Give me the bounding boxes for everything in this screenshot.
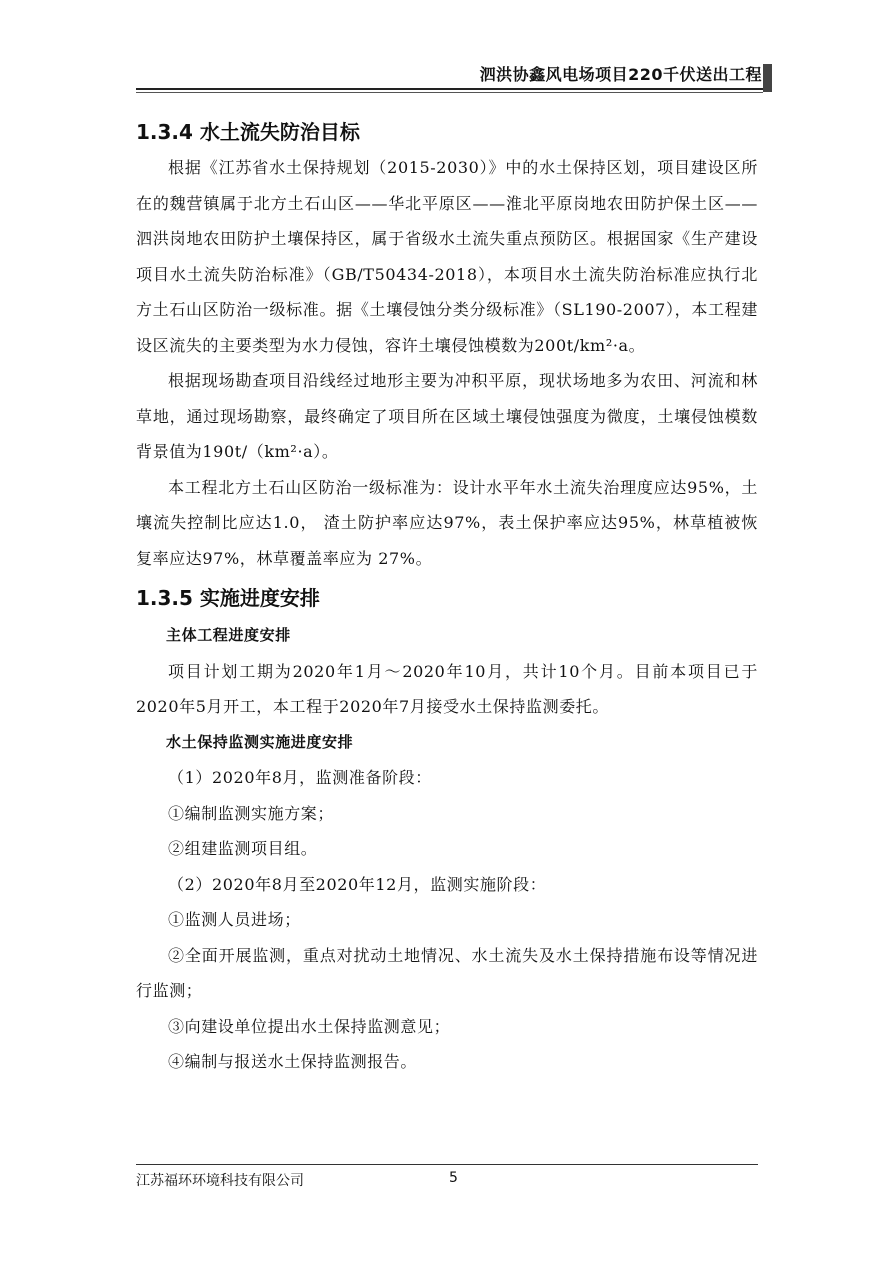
list-item: ②组建监测项目组。 [168, 839, 318, 858]
list-item: ①编制监测实施方案； [168, 803, 335, 823]
list-item: （2）2020年8月至2020年12月，监测实施阶段： [168, 874, 547, 894]
list-item: （1）2020年8月，监测准备阶段： [168, 768, 432, 787]
list-item: ③向建设单位提出水土保持监测意见； [168, 1016, 451, 1036]
page-number: 5 [449, 1170, 458, 1186]
paragraph: 根据现场勘查项目沿线经过地形主要为冲积平原，现状场地多为农田、河流和林草地，通过现场勘察，最终确定了项目所在区域土壤侵蚀强度为微度，土壤侵蚀模数背景值为190t/（km²·a）。 [136, 371, 758, 461]
subheading-main-project-schedule: 主体工程进度安排 [166, 626, 291, 644]
list-item: ②全面开展监测，重点对扰动土地情况、水土流失及水土保持措施布设等情况进行监测； [136, 945, 758, 1000]
footer-company-name: 江苏福环环境科技有限公司 [136, 1173, 304, 1189]
paragraph: 本工程北方土石山区防治一级标准为：设计水平年水土流失治理度应达95%，土壤流失控制比应达1.0， 渣土防护率应达97%，表土保护率应达95%，林草植被恢复率应达97%，林草覆盖率应为 27%。 [136, 477, 758, 568]
paragraph: 项目计划工期为2020年1月～2020年10月，共计10个月。目前本项目已于2020年5月开工，本工程于2020年7月接受水土保持监测委托。 [136, 661, 758, 716]
header-decorative-block [763, 64, 772, 92]
section-heading-1-3-4: 1.3.4 水土流失防治目标 [136, 120, 360, 144]
list-item: ①监测人员进场； [168, 910, 301, 929]
section-heading-1-3-5: 1.3.5 实施进度安排 [136, 586, 320, 610]
page-body [136, 116, 758, 1080]
running-header-title: 泗洪协鑫风电场项目220千伏送出工程 [479, 65, 762, 84]
header-rule-thin [136, 92, 763, 93]
list-item: ④编制与报送水土保持监测报告。 [168, 1052, 418, 1071]
subheading-monitoring-schedule: 水土保持监测实施进度安排 [166, 732, 354, 751]
header-rule [136, 88, 763, 90]
paragraph: 根据《江苏省水土保持规划（2015-2030）》中的水土保持区划，项目建设区所在的魏营镇属于北方土石山区——华北平原区——淮北平原岗地农田防护保土区——泗洪岗地农田防护土壤保持区，属于省级水土流失重点预防区。根据国家《生产建设项目水土流失防治标准》（GB/T50434-2018），本项目水土流失防治标准应执行北方土石山区防治一级标准。据《土壤侵蚀分类分级标准》（SL190-2007），本工程建设区流失的主要类型为水力侵蚀，容许土壤侵蚀模数为200t/km²·a。 [136, 158, 758, 355]
footer-rule [136, 1164, 758, 1165]
